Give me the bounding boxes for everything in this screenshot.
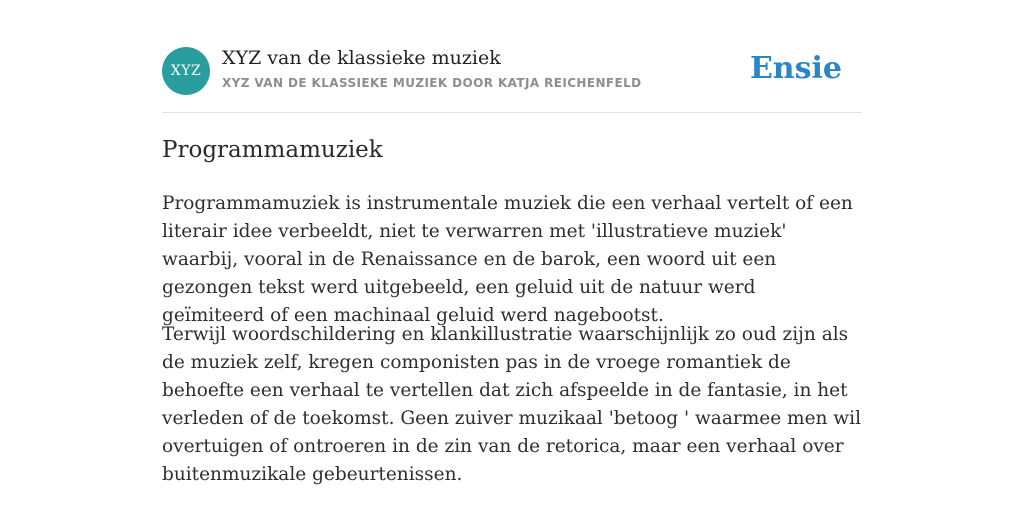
book-subtitle: XYZ VAN DE KLASSIEKE MUZIEK DOOR KATJA REICHENFELD xyxy=(222,76,642,90)
entry-paragraph: Terwijl woordschildering en klankillustratie waarschijnlijk zo oud zijn als de muziek zelf, kregen componisten pas in de vroege romantiek de behoefte een verhaal te vertellen dat zich afspeelde in de fantasie, in het verleden of de toekomst. Geen zuiver muzikaal 'betoog ' waarmee men wil overtuigen of ontroeren in de zin van de retorica, maar een verhaal over buitenmuzikale gebeurtenissen. xyxy=(162,324,861,485)
book-title[interactable]: XYZ van de klassieke muziek xyxy=(222,47,501,69)
header xyxy=(162,47,862,113)
entry-title: Programmamuziek xyxy=(162,137,383,163)
ensie-logo[interactable]: Ensie xyxy=(749,51,842,86)
book-avatar[interactable]: XYZ xyxy=(162,47,210,95)
entry-paragraph: Programmamuziek is instrumentale muziek die een verhaal vertelt of een literair idee verbeeldt, niet te verwarren met 'illustratieve muziek' waarbij, vooral in de Renaissance en de barok, een woord uit een gezongen tekst werd uitgebeeld, een geluid uit de natuur werd geïmiteerd of een machinaal geluid werd nagebootst. xyxy=(162,193,853,326)
